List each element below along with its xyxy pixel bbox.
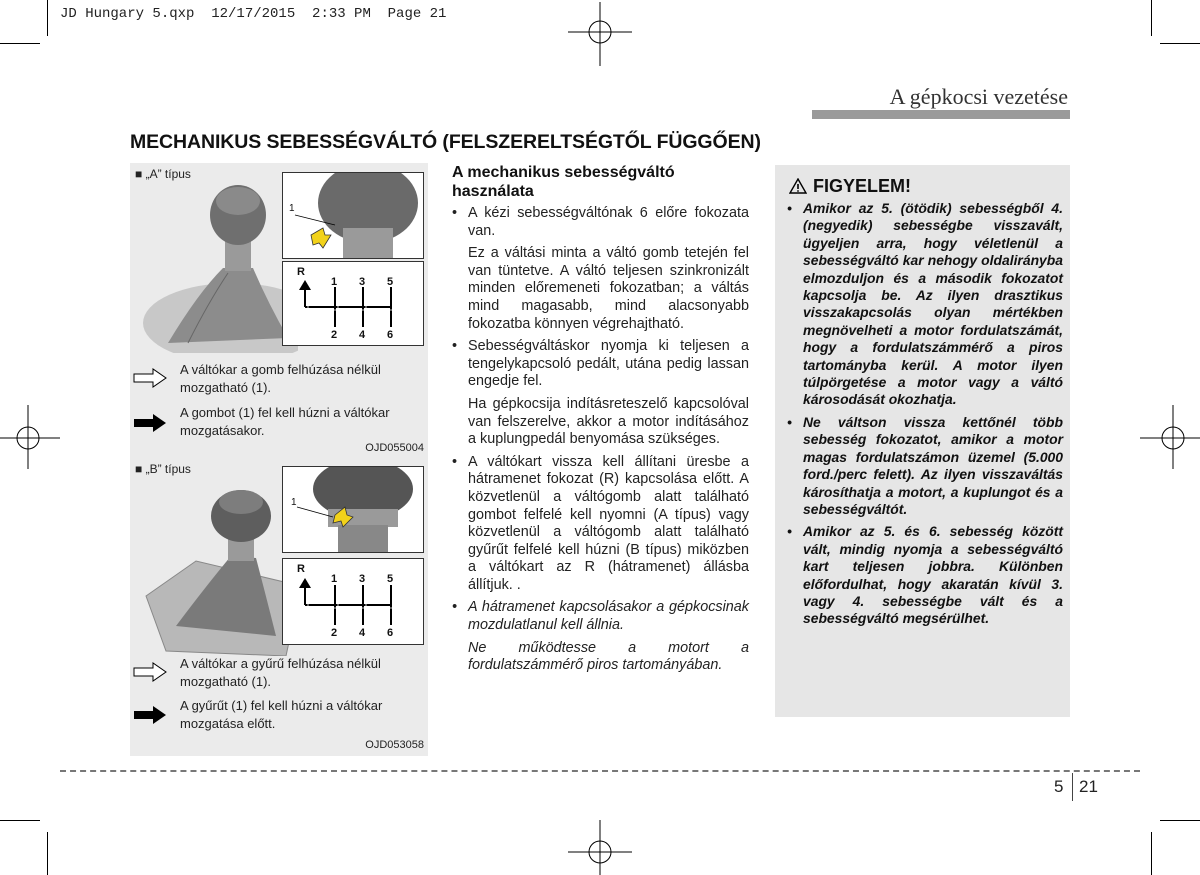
warning-item: • Ne váltson vissza kettőnél több sebesség fokozatot, amikor a motor magas fordulatszámon üzemel (5.000 ford./perc felett). Az ilyen visszaváltás károsíthatja a motort, a kuplungot és a sebességváltót.: [787, 414, 1063, 518]
bullet-reverse: • A váltókart vissza kell állítani üresbe a hátramenet fokozat (R) kapcsolása előtt. A közvetlenül a váltógomb alatt található gombot felfelé kell nyomni (A típus) vagy közvetlenül a váltógomb alatt található gyűrűt felfelé kell húzni (B típus) miközben a váltókart az R (hátramenet) állásba állítjuk. .: [452, 454, 749, 595]
legend-filled-arrow: A gombot (1) fel kell húzni a váltókar mozgatásakor.: [180, 405, 390, 438]
callout-number: 1: [291, 497, 297, 508]
column-heading: A mechanikus sebességváltó használata: [452, 164, 675, 200]
shift-pattern-box: [282, 558, 424, 645]
shift-lever-illustration: [136, 476, 306, 656]
callout-number: 1: [289, 203, 295, 214]
warning-text: [787, 200, 1063, 628]
warning-box: [775, 165, 1070, 717]
gear-r: R: [297, 266, 305, 278]
shift-pattern-box: [282, 261, 424, 346]
chapter-bar: [812, 110, 1070, 119]
figure-code: OJD055004: [365, 442, 424, 454]
gear-3: 3: [359, 573, 366, 585]
gear-6: 6: [387, 329, 394, 341]
knob-detail-box: [282, 466, 424, 553]
legend-open-arrow: A váltókar a gyűrű felhúzása nélkül mozgatható (1).: [180, 656, 381, 689]
bullet-reverse-stop: • A hátramenet kapcsolásakor a gépkocsinak mozdulatlanul kell állnia.: [452, 599, 749, 634]
gear-4: 4: [359, 329, 366, 341]
bullet-tachometer-note: Ne működtesse a motort a fordulatszámmérő piros tartományában.: [468, 639, 749, 674]
gear-2: 2: [331, 329, 338, 341]
warning-item: • Amikor az 5. és 6. sebesség között vált, mindig nyomja a sebességváltó kart teljesen jobbra. Különben előfordulhat, hogy akaratán kívül 3. vagy 4. sebességbe vált és a sebességváltó megsérülhet.: [787, 523, 1063, 627]
gear-6: 6: [387, 627, 394, 639]
knob-detail-illustration: [283, 173, 423, 258]
figure-a-caption: ■ „A” típus: [135, 167, 191, 181]
gear-r: R: [297, 563, 305, 575]
chapter-number: 5: [1054, 777, 1064, 796]
gear-5: 5: [387, 276, 394, 288]
gear-1: 1: [331, 573, 338, 585]
warning-title: [789, 176, 911, 199]
crop-mark: [47, 0, 48, 36]
crop-mark: [47, 832, 48, 875]
knob-detail-box: [282, 172, 424, 259]
legend-open-arrow: A váltókar a gomb felhúzása nélkül mozgatható (1).: [180, 362, 381, 395]
open-arrow-icon: [133, 368, 167, 388]
gear-1: 1: [331, 276, 338, 288]
bullet-clutch: • Sebességváltáskor nyomja ki teljesen a tengelykapcsoló pedált, utána pedig lassan engedje fel.: [452, 338, 749, 391]
warning-item: • Amikor az 5. (ötödik) sebességből 4. (negyedik) sebességbe visszavált, ügyeljen arra, hogy véletlenül a sebességváltó kar nehogy oldalirányba elmozduljon és a második fokozatot kapcsolja be. Az ilyen drasztikus visszakapcsolás olyan mértékben megnövelheti a motor fordulatszámát, hogy a fordulatszámmérő a piros tartományba kerül. A motor ilyen túlpörgetése a motor vagy a váltó károsodását okozhatja.: [787, 200, 1063, 409]
filled-arrow-icon: [133, 705, 167, 725]
footer-rule: [60, 770, 1140, 772]
page-number: 21: [1079, 777, 1098, 796]
bullet-gears: • A kézi sebességváltónak 6 előre fokozata van.: [452, 205, 749, 240]
bullet-gears-detail: Ez a váltási minta a váltó gomb tetején fel van tüntetve. A váltó teljesen szinkronizált minden előremeneti fokozatban; a váltás mind magasabb, mind alacsonyabb fokozatba könnyen végrehajtható.: [468, 245, 749, 332]
registration-mark-bottom: [568, 820, 632, 875]
instructions-body: [452, 205, 749, 675]
figure-code: OJD053058: [365, 739, 424, 751]
print-slug: JD Hungary 5.qxp 12/17/2015 2:33 PM Page 21: [60, 6, 447, 22]
crop-mark: [1151, 0, 1152, 36]
warning-triangle-icon: [789, 178, 807, 199]
registration-mark-top: [568, 2, 632, 66]
registration-mark-right: [1140, 405, 1200, 469]
open-arrow-icon: [133, 662, 167, 682]
filled-arrow-icon: [133, 413, 167, 433]
figure-a-panel: [130, 163, 428, 458]
figure-b-panel: [130, 458, 428, 756]
crop-mark: [0, 820, 40, 821]
figure-b-caption: ■ „B” típus: [135, 462, 191, 476]
registration-mark-left: [0, 405, 60, 469]
shift-lever-illustration: [138, 173, 298, 353]
gear-3: 3: [359, 276, 366, 288]
gear-4: 4: [359, 627, 366, 639]
legend-filled-arrow: A gyűrűt (1) fel kell húzni a váltókar mozgatása előtt.: [180, 698, 383, 731]
page-number-divider: [1072, 773, 1073, 801]
crop-mark: [1151, 832, 1152, 875]
crop-mark: [1160, 43, 1200, 44]
knob-detail-illustration: [283, 467, 423, 552]
chapter-title: A gépkocsi vezetése: [889, 84, 1068, 109]
warning-title-text: FIGYELEM!: [813, 176, 911, 196]
gear-5: 5: [387, 573, 394, 585]
bullet-clutch-detail: Ha gépkocsija indításreteszelő kapcsolóval van felszerelve, akkor a motor indításához a kuplungpedál benyomása szükséges.: [468, 395, 749, 448]
crop-mark: [1160, 820, 1200, 821]
gear-2: 2: [331, 627, 338, 639]
section-title: MECHANIKUS SEBESSÉGVÁLTÓ (FELSZERELTSÉGTŐL FÜGGŐEN): [130, 131, 761, 153]
crop-mark: [0, 43, 40, 44]
